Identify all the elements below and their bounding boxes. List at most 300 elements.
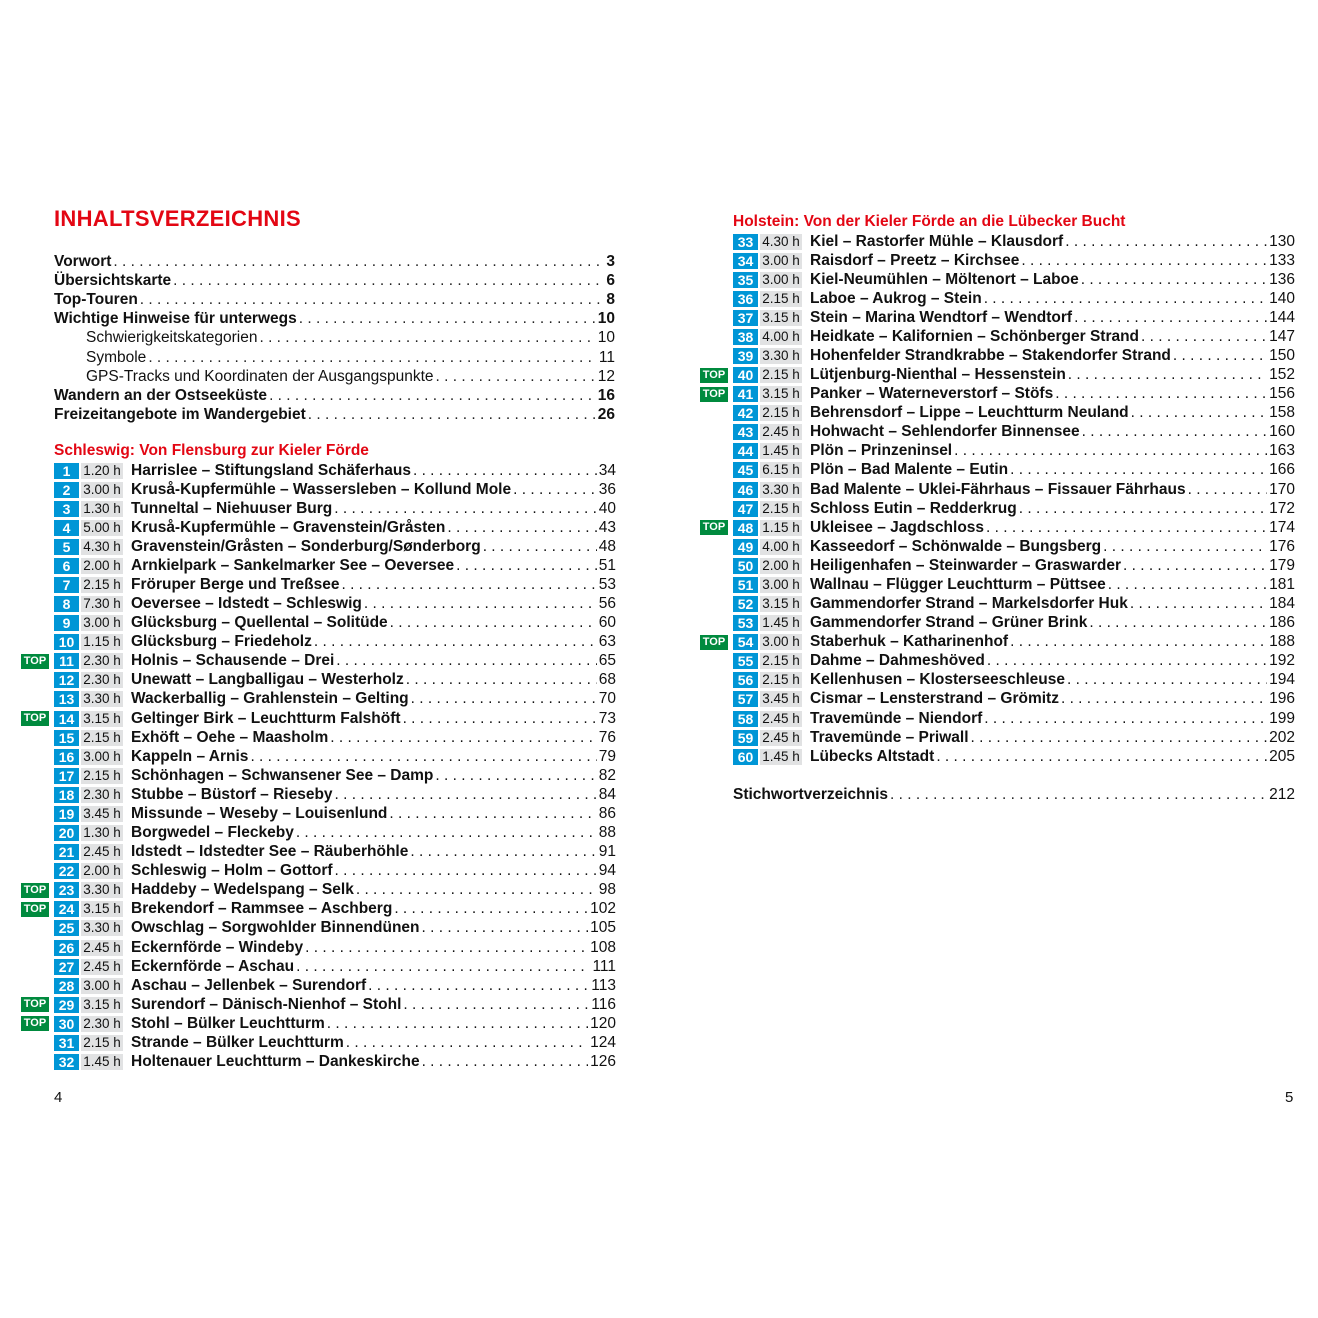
tour-duration: 3.00 h [81, 978, 123, 994]
tour-duration: 1.45 h [81, 1054, 123, 1070]
leader-dots [403, 710, 597, 728]
tour-entry[interactable] [733, 270, 1295, 289]
tour-entry[interactable] [54, 652, 616, 671]
tour-title: Geltinger Birk – Leuchtturm Falshöft [131, 709, 401, 727]
tour-title: Unewatt – Langballigau – Westerholz [131, 671, 404, 689]
tour-title: Exhöft – Oehe – Maasholm [131, 728, 329, 746]
tour-number: 20 [54, 825, 79, 841]
tour-entry[interactable] [54, 575, 616, 594]
tour-title: Gammendorfer Strand – Grüner Brink [810, 614, 1088, 632]
tour-page: 184 [1269, 595, 1295, 613]
toc-entry[interactable] [54, 290, 615, 309]
tour-duration: 3.30 h [81, 920, 123, 936]
tour-page: 158 [1269, 404, 1295, 422]
index-entry-page: 212 [1269, 786, 1295, 803]
tour-page: 48 [598, 537, 616, 555]
tour-number: 37 [733, 310, 758, 326]
tour-page: 63 [598, 633, 616, 651]
leader-dots [984, 710, 1267, 728]
tour-entry[interactable] [54, 1033, 616, 1052]
tour-title: Hohenfelder Strandkrabbe – Stakendorfer Strand [810, 346, 1171, 364]
tour-page: 140 [1269, 289, 1295, 307]
tour-page: 82 [598, 766, 616, 784]
tour-duration: 3.00 h [81, 482, 123, 498]
tour-duration: 1.45 h [760, 749, 802, 765]
tour-title: Stohl – Bülker Leuchtturm [131, 1014, 325, 1032]
tour-page: 166 [1269, 461, 1295, 479]
tour-duration: 3.15 h [760, 596, 802, 612]
tour-number: 58 [733, 711, 758, 727]
tour-title: Oeversee – Idstedt – Schleswig [131, 595, 362, 613]
tour-number: 9 [54, 615, 79, 631]
tour-number: 6 [54, 558, 79, 574]
tour-number: 1 [54, 463, 79, 479]
tour-number: 23 [54, 882, 79, 898]
toc-entry[interactable] [54, 271, 615, 290]
tour-page: 102 [590, 900, 616, 918]
tour-entry[interactable] [733, 690, 1295, 709]
tour-number: 38 [733, 329, 758, 345]
leader-dots [413, 462, 597, 480]
index-entry-row[interactable] [733, 785, 1295, 804]
tour-entry[interactable] [733, 614, 1295, 633]
tour-title: Kruså-Kupfermühle – Wassersleben – Kollund Mole [131, 480, 512, 498]
tour-duration: 1.15 h [81, 634, 123, 650]
top-tour-badge: TOP [21, 1016, 49, 1031]
tour-entry[interactable] [54, 461, 616, 480]
tour-title: Holtenauer Leuchtturm – Dankeskirche [131, 1052, 420, 1070]
tour-entry[interactable] [733, 747, 1295, 766]
leader-dots [1123, 557, 1267, 575]
tour-entry[interactable] [733, 289, 1295, 308]
tour-duration: 2.45 h [760, 730, 802, 746]
tour-entry[interactable] [733, 518, 1295, 537]
tour-page: 199 [1269, 709, 1295, 727]
top-tour-badge: TOP [21, 654, 49, 669]
top-tour-badge: TOP [21, 997, 49, 1012]
toc-entry-label: Wichtige Hinweise für unterwegs [54, 310, 297, 328]
tour-title: Plön – Bad Malente – Eutin [810, 461, 1009, 479]
tour-entry[interactable] [54, 614, 616, 633]
tour-entry[interactable] [733, 709, 1295, 728]
tour-title: Glücksburg – Quellental – Solitüde [131, 614, 388, 632]
tour-title: Glücksburg – Friedeholz [131, 633, 312, 651]
tour-duration: 1.20 h [81, 463, 123, 479]
leader-dots [1010, 461, 1267, 479]
tour-page: 172 [1269, 499, 1295, 517]
leader-dots [148, 348, 597, 367]
tour-duration: 2.15 h [760, 672, 802, 688]
tour-page: 196 [1269, 690, 1295, 708]
tour-entry[interactable] [733, 633, 1295, 652]
tour-title: Bad Malente – Uklei-Fährhaus – Fissauer Fährhaus [810, 480, 1186, 498]
tour-entry[interactable] [54, 766, 616, 785]
tour-entry[interactable] [54, 556, 616, 575]
section-title-schleswig: Schleswig: Von Flensburg zur Kieler Förde [54, 442, 369, 459]
tour-page: 84 [598, 785, 616, 803]
tour-number: 28 [54, 978, 79, 994]
tour-title: Schloss Eutin – Redderkrug [810, 499, 1017, 517]
tour-title: Aschau – Jellenbek – Surendorf [131, 976, 367, 994]
tour-page: 163 [1269, 442, 1295, 460]
leader-dots [1081, 271, 1267, 289]
tour-duration: 2.30 h [81, 787, 123, 803]
tour-page: 181 [1269, 575, 1295, 593]
tour-entry[interactable] [733, 537, 1295, 556]
tour-entry[interactable] [54, 518, 616, 537]
tour-entry[interactable] [54, 785, 616, 804]
tour-duration: 2.15 h [81, 730, 123, 746]
leader-dots [410, 843, 596, 861]
tour-duration: 1.15 h [760, 520, 802, 536]
tour-entry[interactable] [54, 499, 616, 518]
tour-title: Kiel – Rastorfer Mühle – Klausdorf [810, 232, 1064, 250]
tour-duration: 3.00 h [760, 577, 802, 593]
tour-entry[interactable] [54, 957, 616, 976]
tour-entry[interactable] [54, 595, 616, 614]
tour-duration: 3.45 h [81, 806, 123, 822]
toc-entry-page: 6 [606, 272, 615, 290]
toc-entry[interactable] [86, 328, 615, 347]
tour-title: Behrensdorf – Lippe – Leuchtturm Neuland [810, 404, 1129, 422]
tour-number: 15 [54, 730, 79, 746]
tour-number: 44 [733, 443, 758, 459]
leader-dots [259, 328, 595, 347]
tour-page: 186 [1269, 614, 1295, 632]
leader-dots [403, 996, 589, 1014]
tour-entry[interactable] [733, 442, 1295, 461]
tour-number: 5 [54, 539, 79, 555]
toc-entry-label: Freizeitangebote im Wandergebiet [54, 405, 306, 423]
tour-number: 40 [733, 367, 758, 383]
tour-title: Hohwacht – Sehlendorfer Binnensee [810, 423, 1080, 441]
tour-entry[interactable] [54, 843, 616, 862]
tour-entry[interactable] [54, 1014, 616, 1033]
tour-title: Kruså-Kupfermühle – Gravenstein/Gråsten [131, 518, 446, 536]
leader-dots [1055, 385, 1267, 403]
tour-number: 31 [54, 1035, 79, 1051]
tour-page: 194 [1269, 671, 1295, 689]
tour-duration: 6.15 h [760, 462, 802, 478]
tour-duration: 2.00 h [81, 863, 123, 879]
tour-page: 73 [598, 709, 616, 727]
tour-page: 98 [598, 881, 616, 899]
tour-entry[interactable] [54, 976, 616, 995]
toc-entry-page: 26 [597, 405, 615, 423]
tour-number: 8 [54, 596, 79, 612]
tour-duration: 2.45 h [81, 940, 123, 956]
tour-number: 4 [54, 520, 79, 536]
tour-entry[interactable] [733, 556, 1295, 575]
tour-entry[interactable] [54, 862, 616, 881]
tour-duration: 3.15 h [760, 386, 802, 402]
tour-entry[interactable] [733, 308, 1295, 327]
tour-entry[interactable] [54, 1052, 616, 1071]
leader-dots [346, 1034, 588, 1052]
tour-title: Panker – Waterneverstorf – Stöfs [810, 385, 1054, 403]
leader-dots [299, 309, 596, 328]
tour-page: 91 [598, 843, 616, 861]
tour-entry[interactable] [54, 728, 616, 747]
toc-entry-page: 16 [597, 386, 615, 404]
tour-entry[interactable] [54, 900, 616, 919]
leader-dots [447, 519, 596, 537]
leader-dots [296, 824, 597, 842]
tour-page: 136 [1269, 270, 1295, 288]
tour-page: 170 [1269, 480, 1295, 498]
tour-entry[interactable] [54, 919, 616, 938]
toc-entry-label: Top-Touren [54, 291, 138, 309]
tour-page: 105 [590, 919, 616, 937]
tour-entry[interactable] [733, 423, 1295, 442]
leader-dots [971, 729, 1268, 747]
tour-number: 10 [54, 634, 79, 650]
tour-number: 25 [54, 920, 79, 936]
tour-number: 14 [54, 711, 79, 727]
leader-dots [305, 939, 588, 957]
tour-page: 40 [598, 499, 616, 517]
tour-entry[interactable] [733, 404, 1295, 423]
tour-number: 46 [733, 482, 758, 498]
tour-entry[interactable] [733, 595, 1295, 614]
tour-number: 17 [54, 768, 79, 784]
tour-duration: 2.00 h [81, 558, 123, 574]
tour-number: 54 [733, 634, 758, 650]
tour-page: 124 [590, 1033, 616, 1051]
tour-page: 36 [598, 480, 616, 498]
tour-number: 29 [54, 997, 79, 1013]
tour-number: 47 [733, 501, 758, 517]
tour-duration: 2.15 h [760, 653, 802, 669]
tour-entry[interactable] [733, 652, 1295, 671]
tour-number: 42 [733, 405, 758, 421]
toc-entry-label: Vorwort [54, 253, 112, 270]
tour-entry[interactable] [54, 709, 616, 728]
leader-dots [296, 958, 590, 976]
tour-page: 150 [1269, 346, 1295, 364]
toc-entry[interactable] [54, 309, 615, 328]
tour-title: Kasseedorf – Schönwalde – Bungsberg [810, 537, 1102, 555]
tour-entry[interactable] [54, 633, 616, 652]
leader-dots [389, 805, 596, 823]
tour-page: 192 [1269, 652, 1295, 670]
tour-number: 3 [54, 501, 79, 517]
tour-title: Eckernförde – Windeby [131, 938, 304, 956]
tour-title: Ukleisee – Jagdschloss [810, 518, 985, 536]
tour-page: 86 [598, 804, 616, 822]
tour-title: Tunneltal – Niehuuser Burg [131, 499, 333, 517]
leader-dots [334, 500, 597, 518]
tour-title: Wallnau – Flügger Leuchtturm – Püttsee [810, 575, 1106, 593]
tour-duration: 1.45 h [760, 443, 802, 459]
leader-dots [1131, 404, 1267, 422]
tour-number: 43 [733, 424, 758, 440]
tour-number: 60 [733, 749, 758, 765]
toc-entry[interactable] [54, 405, 615, 424]
page-number-left: 4 [54, 1089, 63, 1106]
tour-number: 11 [54, 653, 79, 669]
tour-title: Missunde – Weseby – Louisenlund [131, 804, 388, 822]
tour-title: Harrislee – Stiftungsland Schäferhaus [131, 461, 411, 479]
leader-dots [1103, 538, 1267, 556]
tour-entry[interactable] [54, 671, 616, 690]
toc-entry-page: 11 [598, 348, 615, 366]
tour-entry[interactable] [733, 461, 1295, 480]
tour-number: 52 [733, 596, 758, 612]
leader-dots [406, 671, 597, 689]
tour-entry[interactable] [54, 938, 616, 957]
tour-page: 94 [598, 862, 616, 880]
top-tour-badge: TOP [21, 711, 49, 726]
tour-duration: 3.15 h [760, 310, 802, 326]
leader-dots [308, 405, 596, 424]
leader-dots [1067, 671, 1267, 689]
tour-number: 24 [54, 901, 79, 917]
leader-dots [1130, 595, 1267, 613]
leader-dots [986, 519, 1267, 537]
tour-duration: 2.30 h [81, 1016, 123, 1032]
tour-title: Cismar – Lensterstrand – Grömitz [810, 690, 1059, 708]
leader-dots [173, 271, 604, 290]
tour-title: Gravenstein/Gråsten – Sonderburg/Sønderborg [131, 537, 481, 555]
tour-duration: 2.15 h [760, 405, 802, 421]
leader-dots [330, 729, 597, 747]
tour-page: 56 [598, 595, 616, 613]
tour-number: 27 [54, 959, 79, 975]
tour-duration: 4.00 h [760, 329, 802, 345]
tour-duration: 1.45 h [760, 615, 802, 631]
top-tour-badge: TOP [700, 387, 728, 402]
tour-page: 111 [592, 957, 616, 975]
leader-dots [335, 862, 597, 880]
tour-entry[interactable] [733, 671, 1295, 690]
tour-title: Brekendorf – Rammsee – Aschberg [131, 900, 393, 918]
leader-dots [513, 481, 597, 499]
tour-entry[interactable] [54, 480, 616, 499]
tour-entry[interactable] [733, 327, 1295, 346]
tour-page: 130 [1269, 232, 1295, 250]
tour-duration: 1.30 h [81, 825, 123, 841]
tour-title: Staberhuk – Katharinenhof [810, 633, 1009, 651]
tour-duration: 2.45 h [81, 844, 123, 860]
top-tour-badge: TOP [700, 635, 728, 650]
leader-dots [422, 919, 589, 937]
tour-entry[interactable] [733, 480, 1295, 499]
tour-entry[interactable] [54, 747, 616, 766]
tour-entry[interactable] [54, 881, 616, 900]
tour-number: 48 [733, 520, 758, 536]
tour-duration: 3.00 h [760, 272, 802, 288]
tour-entry[interactable] [733, 499, 1295, 518]
leader-dots [269, 386, 596, 405]
toc-entry-label: Symbole [86, 348, 147, 366]
leader-dots [1065, 233, 1267, 251]
leader-dots [356, 881, 597, 899]
tour-title: Plön – Prinzeninsel [810, 442, 953, 460]
tour-title: Borgwedel – Fleckeby [131, 824, 294, 842]
tour-number: 26 [54, 940, 79, 956]
tour-title: Heidkate – Kalifornien – Schönberger Strand [810, 327, 1140, 345]
leader-dots [1061, 690, 1267, 708]
tour-duration: 5.00 h [81, 520, 123, 536]
leader-dots [411, 690, 597, 708]
tour-entry[interactable] [54, 824, 616, 843]
leader-dots [1173, 347, 1267, 365]
tour-entry[interactable] [733, 232, 1295, 251]
tour-entry[interactable] [733, 366, 1295, 385]
tour-number: 34 [733, 253, 758, 269]
tour-page: 179 [1269, 556, 1295, 574]
tour-duration: 2.30 h [81, 653, 123, 669]
tour-number: 41 [733, 386, 758, 402]
tour-title: Travemünde – Niendorf [810, 709, 983, 727]
tour-entry[interactable] [733, 385, 1295, 404]
tour-entry[interactable] [733, 251, 1295, 270]
tour-title: Gammendorfer Strand – Markelsdorfer Huk [810, 595, 1128, 613]
tour-duration: 2.15 h [760, 291, 802, 307]
tour-page: 68 [598, 671, 616, 689]
tour-number: 59 [733, 730, 758, 746]
tour-page: 60 [598, 614, 616, 632]
tour-title: Schönhagen – Schwansener See – Damp [131, 766, 434, 784]
tour-entry[interactable] [733, 346, 1295, 365]
leader-dots [422, 1053, 589, 1071]
tour-entry[interactable] [54, 995, 616, 1014]
toc-entry[interactable] [86, 348, 615, 367]
leader-dots [335, 786, 597, 804]
tour-title: Travemünde – Priwall [810, 728, 969, 746]
toc-entry[interactable] [54, 252, 615, 271]
tour-entry[interactable] [54, 690, 616, 709]
top-tour-badge: TOP [700, 368, 728, 383]
toc-entry-label: GPS-Tracks und Koordinaten der Ausgangspunkte [86, 367, 434, 385]
tour-title: Schleswig – Holm – Gottorf [131, 862, 333, 880]
tour-duration: 3.30 h [760, 482, 802, 498]
tour-page: 120 [590, 1014, 616, 1032]
toc-title: INHALTSVERZEICHNIS [54, 206, 302, 231]
tour-number: 18 [54, 787, 79, 803]
leader-dots [890, 785, 1267, 804]
tour-duration: 2.15 h [81, 1035, 123, 1051]
leader-dots [1019, 500, 1267, 518]
tour-entry[interactable] [733, 575, 1295, 594]
tour-page: 43 [598, 518, 616, 536]
leader-dots [435, 767, 596, 785]
toc-entry[interactable] [86, 367, 615, 386]
tour-duration: 2.30 h [81, 672, 123, 688]
tour-duration: 2.15 h [760, 501, 802, 517]
leader-dots [483, 538, 597, 556]
tour-entry[interactable] [54, 537, 616, 556]
tour-number: 51 [733, 577, 758, 593]
tour-page: 51 [598, 556, 616, 574]
toc-entry-page: 3 [606, 253, 615, 270]
tour-duration: 4.00 h [760, 539, 802, 555]
tour-page: 108 [590, 938, 616, 956]
tour-number: 12 [54, 672, 79, 688]
tour-number: 7 [54, 577, 79, 593]
tour-entry[interactable] [54, 804, 616, 823]
tour-title: Kellenhusen – Klosterseeschleuse [810, 671, 1066, 689]
toc-entry[interactable] [54, 386, 615, 405]
tour-duration: 4.30 h [81, 539, 123, 555]
tour-number: 22 [54, 863, 79, 879]
top-tour-badge: TOP [21, 883, 49, 898]
leader-dots [1188, 481, 1268, 499]
tour-entry[interactable] [733, 728, 1295, 747]
tour-page: 34 [598, 461, 616, 479]
leader-dots [1068, 366, 1267, 384]
